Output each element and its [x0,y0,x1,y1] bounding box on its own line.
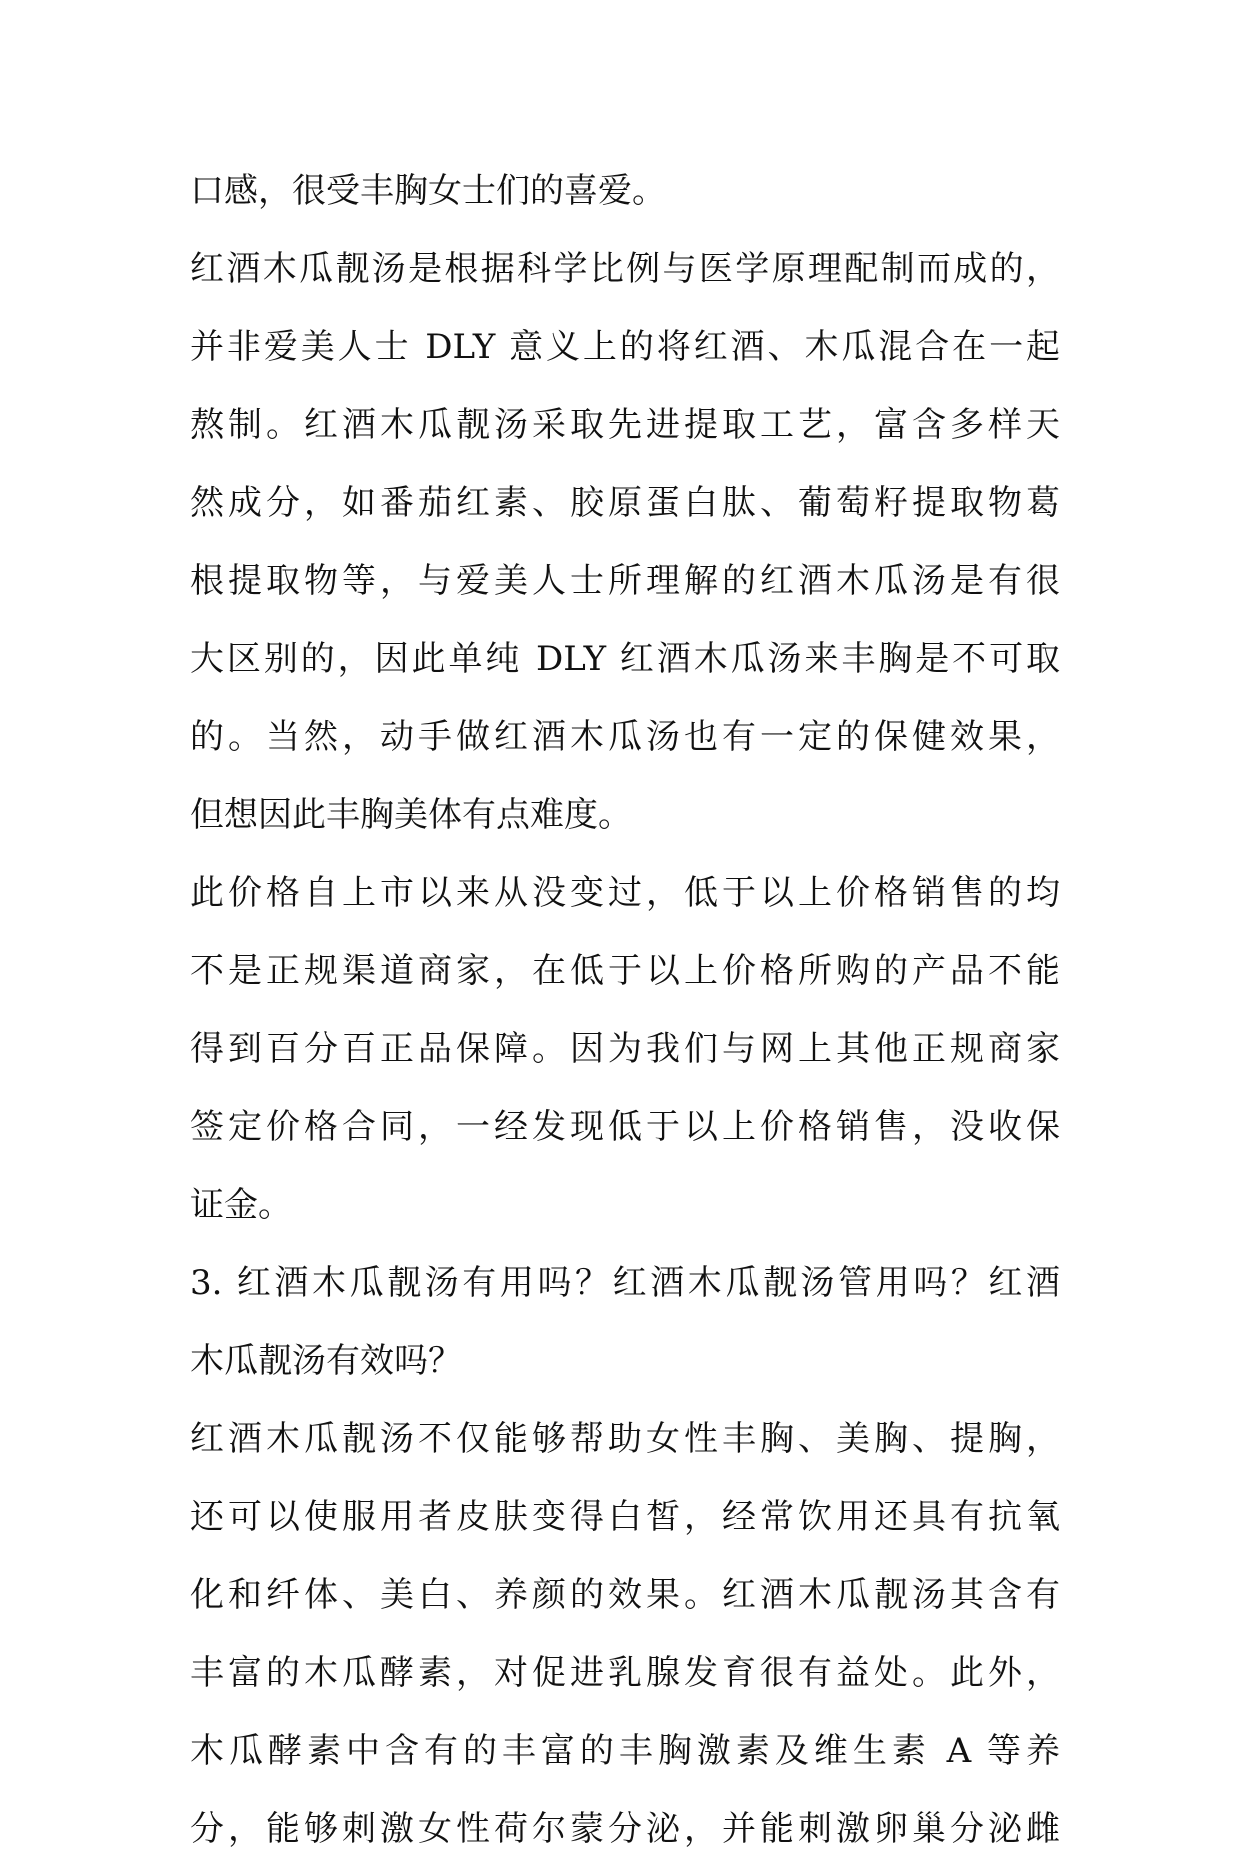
text-line: 红酒木瓜靓汤是根据科学比例与医学原理配制而成的， [190,249,1060,289]
text-line: 分，能够刺激女性荷尔蒙分泌，并能刺激卵巢分泌雌 [190,1809,1060,1849]
text-line: 但想因此丰胸美体有点难度。 [190,795,632,835]
text-line: 证金。 [190,1185,292,1225]
text-line: 得到百分百正品保障。因为我们与网上其他正规商家 [190,1029,1060,1069]
text-line: 3. 红酒木瓜靓汤有用吗？红酒木瓜靓汤管用吗？红酒 [190,1263,1060,1303]
body-text [190,152,1060,1868]
text-line: 大区别的，因此单纯 DLY 红酒木瓜汤来丰胸是不可取 [190,639,1060,679]
text-line: 红酒木瓜靓汤不仅能够帮助女性丰胸、美胸、提胸， [190,1419,1060,1459]
text-line: 签定价格合同，一经发现低于以上价格销售，没收保 [190,1107,1060,1147]
text-line: 木瓜酵素中含有的丰富的丰胸激素及维生素 A 等养 [190,1731,1060,1771]
text-line: 木瓜靓汤有效吗？ [190,1341,462,1381]
text-line: 并非爱美人士 DLY 意义上的将红酒、木瓜混合在一起 [190,327,1060,367]
text-line: 根提取物等，与爱美人士所理解的红酒木瓜汤是有很 [190,561,1060,601]
text-line: 然成分，如番茄红素、胶原蛋白肽、葡萄籽提取物葛 [190,483,1060,523]
text-line: 此价格自上市以来从没变过，低于以上价格销售的均 [190,873,1060,913]
text-line: 丰富的木瓜酵素，对促进乳腺发育很有益处。此外， [190,1653,1060,1693]
text-line: 口感，很受丰胸女士们的喜爱。 [190,171,666,211]
text-line: 不是正规渠道商家，在低于以上价格所购的产品不能 [190,951,1060,991]
text-line: 化和纤体、美白、养颜的效果。红酒木瓜靓汤其含有 [190,1575,1060,1615]
text-line: 熬制。红酒木瓜靓汤采取先进提取工艺，富含多样天 [190,405,1060,445]
text-line: 的。当然，动手做红酒木瓜汤也有一定的保健效果， [190,717,1060,757]
text-line: 还可以使服用者皮肤变得白皙，经常饮用还具有抗氧 [190,1497,1060,1537]
